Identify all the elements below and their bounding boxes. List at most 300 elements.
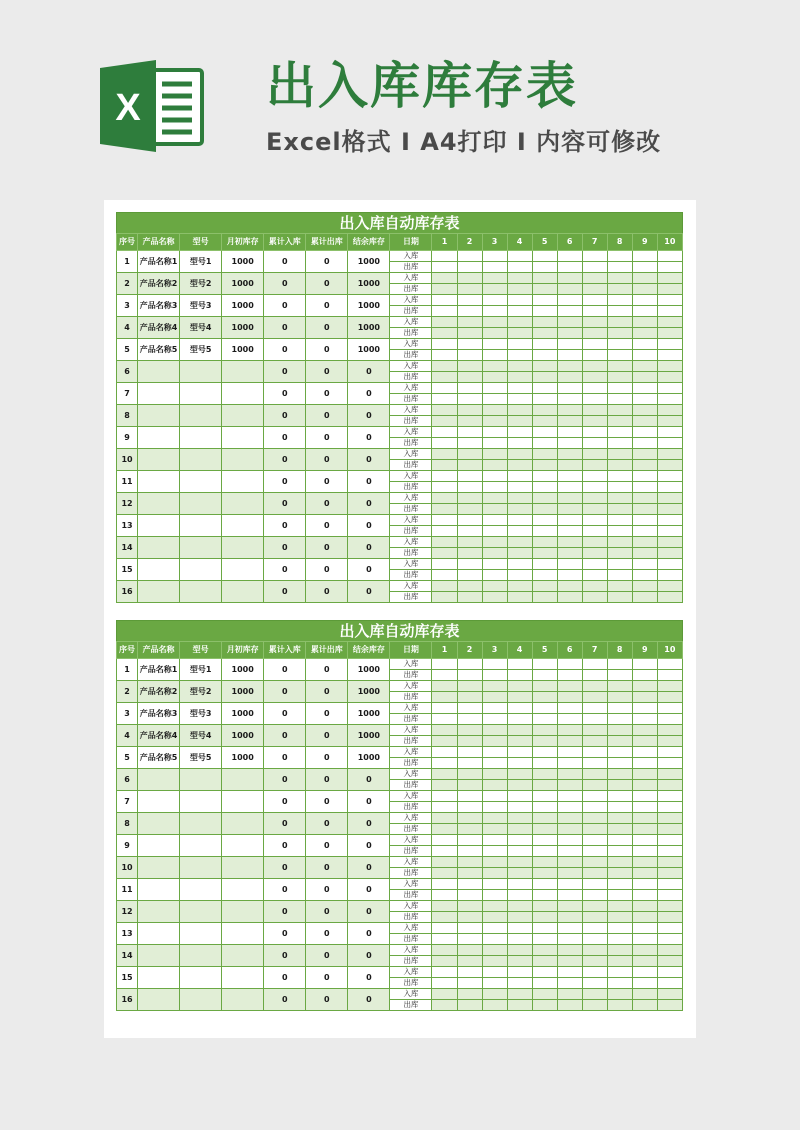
- cell-model[interactable]: 型号2: [180, 681, 222, 703]
- cell-cum-out[interactable]: 0: [306, 659, 348, 681]
- day-in-cell[interactable]: [457, 427, 482, 438]
- day-out-cell[interactable]: [607, 526, 632, 537]
- day-out-cell[interactable]: [507, 890, 532, 901]
- day-out-cell[interactable]: [582, 416, 607, 427]
- cell-cum-out[interactable]: 0: [306, 515, 348, 537]
- day-in-cell[interactable]: [457, 471, 482, 482]
- day-in-cell[interactable]: [532, 857, 557, 868]
- day-out-cell[interactable]: [532, 890, 557, 901]
- cell-model[interactable]: [180, 361, 222, 383]
- day-in-cell[interactable]: [507, 449, 532, 460]
- cell-balance[interactable]: 0: [348, 559, 390, 581]
- day-out-cell[interactable]: [432, 438, 457, 449]
- cell-opening[interactable]: 1000: [222, 317, 264, 339]
- day-in-cell[interactable]: [582, 901, 607, 912]
- cell-name[interactable]: [138, 427, 180, 449]
- day-in-cell[interactable]: [507, 515, 532, 526]
- day-out-cell[interactable]: [457, 956, 482, 967]
- day-in-cell[interactable]: [557, 317, 582, 328]
- day-in-cell[interactable]: [532, 835, 557, 846]
- day-in-cell[interactable]: [657, 681, 682, 692]
- day-in-cell[interactable]: [632, 471, 657, 482]
- cell-cum-in[interactable]: 0: [264, 339, 306, 361]
- day-out-cell[interactable]: [482, 1000, 507, 1011]
- cell-cum-out[interactable]: 0: [306, 725, 348, 747]
- cell-name[interactable]: 产品名称1: [138, 659, 180, 681]
- day-in-cell[interactable]: [582, 339, 607, 350]
- cell-no[interactable]: 1: [117, 251, 138, 273]
- cell-cum-in[interactable]: 0: [264, 879, 306, 901]
- day-out-cell[interactable]: [482, 328, 507, 339]
- day-in-cell[interactable]: [457, 835, 482, 846]
- day-out-cell[interactable]: [532, 934, 557, 945]
- day-out-cell[interactable]: [532, 262, 557, 273]
- day-in-cell[interactable]: [532, 427, 557, 438]
- day-in-cell[interactable]: [607, 339, 632, 350]
- cell-balance[interactable]: 0: [348, 405, 390, 427]
- cell-balance[interactable]: 0: [348, 901, 390, 923]
- day-in-cell[interactable]: [557, 471, 582, 482]
- day-in-cell[interactable]: [532, 769, 557, 780]
- day-out-cell[interactable]: [582, 978, 607, 989]
- cell-cum-out[interactable]: 0: [306, 317, 348, 339]
- day-out-cell[interactable]: [482, 802, 507, 813]
- day-out-cell[interactable]: [507, 670, 532, 681]
- day-in-cell[interactable]: [532, 791, 557, 802]
- cell-name[interactable]: [138, 857, 180, 879]
- cell-name[interactable]: [138, 923, 180, 945]
- cell-opening[interactable]: [222, 857, 264, 879]
- day-out-cell[interactable]: [657, 1000, 682, 1011]
- cell-cum-out[interactable]: 0: [306, 251, 348, 273]
- cell-name[interactable]: [138, 515, 180, 537]
- day-in-cell[interactable]: [582, 471, 607, 482]
- day-in-cell[interactable]: [607, 703, 632, 714]
- cell-cum-out[interactable]: 0: [306, 449, 348, 471]
- day-out-cell[interactable]: [482, 372, 507, 383]
- day-in-cell[interactable]: [607, 405, 632, 416]
- day-out-cell[interactable]: [557, 482, 582, 493]
- day-in-cell[interactable]: [632, 537, 657, 548]
- day-in-cell[interactable]: [657, 405, 682, 416]
- day-in-cell[interactable]: [507, 559, 532, 570]
- day-out-cell[interactable]: [607, 416, 632, 427]
- day-out-cell[interactable]: [482, 592, 507, 603]
- day-in-cell[interactable]: [457, 791, 482, 802]
- day-in-cell[interactable]: [507, 383, 532, 394]
- day-in-cell[interactable]: [657, 493, 682, 504]
- day-out-cell[interactable]: [607, 350, 632, 361]
- day-out-cell[interactable]: [607, 692, 632, 703]
- cell-balance[interactable]: 0: [348, 471, 390, 493]
- day-out-cell[interactable]: [507, 394, 532, 405]
- day-out-cell[interactable]: [557, 328, 582, 339]
- cell-cum-out[interactable]: 0: [306, 493, 348, 515]
- day-out-cell[interactable]: [532, 350, 557, 361]
- day-in-cell[interactable]: [532, 383, 557, 394]
- day-out-cell[interactable]: [657, 526, 682, 537]
- cell-no[interactable]: 8: [117, 405, 138, 427]
- day-out-cell[interactable]: [657, 978, 682, 989]
- day-out-cell[interactable]: [457, 482, 482, 493]
- day-out-cell[interactable]: [482, 692, 507, 703]
- day-out-cell[interactable]: [582, 758, 607, 769]
- day-out-cell[interactable]: [607, 802, 632, 813]
- cell-opening[interactable]: 1000: [222, 273, 264, 295]
- day-in-cell[interactable]: [482, 449, 507, 460]
- day-out-cell[interactable]: [557, 802, 582, 813]
- day-in-cell[interactable]: [632, 791, 657, 802]
- day-in-cell[interactable]: [507, 251, 532, 262]
- day-out-cell[interactable]: [532, 482, 557, 493]
- day-in-cell[interactable]: [457, 339, 482, 350]
- day-in-cell[interactable]: [557, 835, 582, 846]
- cell-opening[interactable]: [222, 923, 264, 945]
- day-in-cell[interactable]: [507, 747, 532, 758]
- day-in-cell[interactable]: [532, 537, 557, 548]
- day-in-cell[interactable]: [482, 515, 507, 526]
- day-out-cell[interactable]: [432, 284, 457, 295]
- day-in-cell[interactable]: [507, 989, 532, 1000]
- day-out-cell[interactable]: [457, 548, 482, 559]
- day-in-cell[interactable]: [557, 339, 582, 350]
- day-in-cell[interactable]: [507, 725, 532, 736]
- cell-balance[interactable]: 1000: [348, 295, 390, 317]
- day-in-cell[interactable]: [482, 901, 507, 912]
- day-in-cell[interactable]: [482, 791, 507, 802]
- cell-cum-in[interactable]: 0: [264, 703, 306, 725]
- day-in-cell[interactable]: [457, 273, 482, 284]
- day-in-cell[interactable]: [632, 317, 657, 328]
- day-out-cell[interactable]: [432, 592, 457, 603]
- day-in-cell[interactable]: [507, 471, 532, 482]
- day-in-cell[interactable]: [557, 967, 582, 978]
- day-out-cell[interactable]: [507, 978, 532, 989]
- day-out-cell[interactable]: [507, 780, 532, 791]
- day-in-cell[interactable]: [657, 383, 682, 394]
- day-out-cell[interactable]: [657, 956, 682, 967]
- day-in-cell[interactable]: [457, 967, 482, 978]
- day-in-cell[interactable]: [632, 449, 657, 460]
- cell-balance[interactable]: 0: [348, 449, 390, 471]
- day-in-cell[interactable]: [532, 879, 557, 890]
- day-in-cell[interactable]: [507, 967, 532, 978]
- day-in-cell[interactable]: [557, 383, 582, 394]
- cell-name[interactable]: [138, 879, 180, 901]
- day-in-cell[interactable]: [557, 581, 582, 592]
- day-in-cell[interactable]: [507, 857, 532, 868]
- day-in-cell[interactable]: [607, 681, 632, 692]
- cell-name[interactable]: [138, 559, 180, 581]
- day-in-cell[interactable]: [632, 405, 657, 416]
- day-in-cell[interactable]: [607, 659, 632, 670]
- day-out-cell[interactable]: [482, 736, 507, 747]
- cell-name[interactable]: [138, 989, 180, 1011]
- day-out-cell[interactable]: [657, 548, 682, 559]
- day-in-cell[interactable]: [607, 427, 632, 438]
- day-in-cell[interactable]: [632, 493, 657, 504]
- day-in-cell[interactable]: [482, 427, 507, 438]
- cell-cum-out[interactable]: 0: [306, 945, 348, 967]
- day-out-cell[interactable]: [432, 262, 457, 273]
- day-in-cell[interactable]: [432, 813, 457, 824]
- day-out-cell[interactable]: [632, 714, 657, 725]
- day-out-cell[interactable]: [607, 438, 632, 449]
- day-in-cell[interactable]: [657, 471, 682, 482]
- day-out-cell[interactable]: [582, 438, 607, 449]
- day-out-cell[interactable]: [632, 956, 657, 967]
- day-in-cell[interactable]: [607, 945, 632, 956]
- day-in-cell[interactable]: [457, 901, 482, 912]
- day-in-cell[interactable]: [582, 581, 607, 592]
- cell-no[interactable]: 1: [117, 659, 138, 681]
- day-in-cell[interactable]: [557, 901, 582, 912]
- day-out-cell[interactable]: [657, 262, 682, 273]
- cell-balance[interactable]: 0: [348, 427, 390, 449]
- cell-balance[interactable]: 0: [348, 813, 390, 835]
- day-in-cell[interactable]: [582, 725, 607, 736]
- day-out-cell[interactable]: [507, 692, 532, 703]
- day-in-cell[interactable]: [507, 791, 532, 802]
- cell-balance[interactable]: 0: [348, 923, 390, 945]
- day-in-cell[interactable]: [532, 317, 557, 328]
- day-out-cell[interactable]: [507, 912, 532, 923]
- day-out-cell[interactable]: [657, 460, 682, 471]
- cell-no[interactable]: 5: [117, 339, 138, 361]
- day-in-cell[interactable]: [607, 295, 632, 306]
- day-out-cell[interactable]: [582, 504, 607, 515]
- day-out-cell[interactable]: [632, 548, 657, 559]
- day-in-cell[interactable]: [507, 427, 532, 438]
- day-in-cell[interactable]: [532, 471, 557, 482]
- cell-no[interactable]: 7: [117, 383, 138, 405]
- cell-model[interactable]: [180, 791, 222, 813]
- day-out-cell[interactable]: [507, 548, 532, 559]
- day-out-cell[interactable]: [632, 416, 657, 427]
- day-out-cell[interactable]: [457, 438, 482, 449]
- cell-cum-out[interactable]: 0: [306, 681, 348, 703]
- cell-opening[interactable]: [222, 449, 264, 471]
- day-in-cell[interactable]: [482, 405, 507, 416]
- day-in-cell[interactable]: [507, 813, 532, 824]
- cell-cum-out[interactable]: 0: [306, 857, 348, 879]
- cell-cum-out[interactable]: 0: [306, 383, 348, 405]
- cell-model[interactable]: 型号1: [180, 251, 222, 273]
- day-out-cell[interactable]: [507, 592, 532, 603]
- day-in-cell[interactable]: [432, 747, 457, 758]
- cell-model[interactable]: 型号3: [180, 295, 222, 317]
- cell-balance[interactable]: 1000: [348, 747, 390, 769]
- day-out-cell[interactable]: [632, 780, 657, 791]
- day-in-cell[interactable]: [457, 747, 482, 758]
- day-in-cell[interactable]: [557, 747, 582, 758]
- day-out-cell[interactable]: [557, 736, 582, 747]
- cell-no[interactable]: 6: [117, 769, 138, 791]
- cell-cum-in[interactable]: 0: [264, 471, 306, 493]
- day-out-cell[interactable]: [607, 934, 632, 945]
- day-out-cell[interactable]: [632, 824, 657, 835]
- cell-model[interactable]: [180, 813, 222, 835]
- day-in-cell[interactable]: [657, 835, 682, 846]
- day-out-cell[interactable]: [557, 526, 582, 537]
- day-out-cell[interactable]: [482, 714, 507, 725]
- day-in-cell[interactable]: [657, 747, 682, 758]
- day-in-cell[interactable]: [432, 945, 457, 956]
- day-in-cell[interactable]: [482, 681, 507, 692]
- day-in-cell[interactable]: [632, 945, 657, 956]
- day-out-cell[interactable]: [657, 824, 682, 835]
- day-out-cell[interactable]: [657, 306, 682, 317]
- day-in-cell[interactable]: [432, 405, 457, 416]
- day-out-cell[interactable]: [457, 846, 482, 857]
- day-in-cell[interactable]: [457, 295, 482, 306]
- day-out-cell[interactable]: [507, 482, 532, 493]
- day-out-cell[interactable]: [457, 714, 482, 725]
- day-in-cell[interactable]: [432, 923, 457, 934]
- day-out-cell[interactable]: [557, 780, 582, 791]
- day-out-cell[interactable]: [582, 912, 607, 923]
- cell-opening[interactable]: [222, 493, 264, 515]
- day-out-cell[interactable]: [532, 736, 557, 747]
- day-in-cell[interactable]: [432, 967, 457, 978]
- day-out-cell[interactable]: [432, 328, 457, 339]
- day-in-cell[interactable]: [582, 537, 607, 548]
- day-in-cell[interactable]: [607, 857, 632, 868]
- day-out-cell[interactable]: [532, 306, 557, 317]
- cell-no[interactable]: 2: [117, 273, 138, 295]
- day-out-cell[interactable]: [557, 416, 582, 427]
- day-out-cell[interactable]: [432, 482, 457, 493]
- day-in-cell[interactable]: [507, 923, 532, 934]
- day-out-cell[interactable]: [457, 868, 482, 879]
- day-in-cell[interactable]: [507, 945, 532, 956]
- day-out-cell[interactable]: [482, 780, 507, 791]
- day-in-cell[interactable]: [632, 659, 657, 670]
- day-out-cell[interactable]: [432, 1000, 457, 1011]
- day-in-cell[interactable]: [632, 515, 657, 526]
- day-out-cell[interactable]: [607, 956, 632, 967]
- day-out-cell[interactable]: [482, 890, 507, 901]
- day-out-cell[interactable]: [507, 438, 532, 449]
- cell-model[interactable]: 型号5: [180, 747, 222, 769]
- day-in-cell[interactable]: [657, 901, 682, 912]
- day-out-cell[interactable]: [632, 670, 657, 681]
- cell-no[interactable]: 11: [117, 879, 138, 901]
- day-out-cell[interactable]: [632, 1000, 657, 1011]
- day-in-cell[interactable]: [632, 383, 657, 394]
- day-in-cell[interactable]: [432, 317, 457, 328]
- day-out-cell[interactable]: [532, 328, 557, 339]
- day-in-cell[interactable]: [432, 273, 457, 284]
- day-in-cell[interactable]: [582, 361, 607, 372]
- day-in-cell[interactable]: [632, 989, 657, 1000]
- day-in-cell[interactable]: [607, 989, 632, 1000]
- day-out-cell[interactable]: [657, 284, 682, 295]
- day-out-cell[interactable]: [532, 504, 557, 515]
- day-in-cell[interactable]: [532, 989, 557, 1000]
- day-in-cell[interactable]: [432, 791, 457, 802]
- day-in-cell[interactable]: [607, 581, 632, 592]
- day-out-cell[interactable]: [457, 736, 482, 747]
- day-in-cell[interactable]: [657, 791, 682, 802]
- day-out-cell[interactable]: [632, 328, 657, 339]
- day-out-cell[interactable]: [532, 1000, 557, 1011]
- day-out-cell[interactable]: [557, 956, 582, 967]
- day-out-cell[interactable]: [657, 570, 682, 581]
- day-in-cell[interactable]: [607, 923, 632, 934]
- cell-name[interactable]: 产品名称2: [138, 273, 180, 295]
- day-in-cell[interactable]: [657, 427, 682, 438]
- day-out-cell[interactable]: [632, 912, 657, 923]
- day-in-cell[interactable]: [532, 295, 557, 306]
- cell-opening[interactable]: [222, 427, 264, 449]
- day-in-cell[interactable]: [557, 791, 582, 802]
- day-out-cell[interactable]: [657, 736, 682, 747]
- cell-balance[interactable]: 0: [348, 515, 390, 537]
- cell-name[interactable]: [138, 383, 180, 405]
- day-in-cell[interactable]: [532, 273, 557, 284]
- day-in-cell[interactable]: [657, 581, 682, 592]
- day-out-cell[interactable]: [532, 416, 557, 427]
- day-out-cell[interactable]: [582, 328, 607, 339]
- day-out-cell[interactable]: [457, 912, 482, 923]
- day-out-cell[interactable]: [557, 350, 582, 361]
- day-out-cell[interactable]: [607, 714, 632, 725]
- day-in-cell[interactable]: [582, 317, 607, 328]
- cell-balance[interactable]: 1000: [348, 317, 390, 339]
- day-out-cell[interactable]: [607, 394, 632, 405]
- day-in-cell[interactable]: [482, 559, 507, 570]
- day-in-cell[interactable]: [507, 835, 532, 846]
- day-in-cell[interactable]: [657, 945, 682, 956]
- cell-opening[interactable]: [222, 559, 264, 581]
- day-in-cell[interactable]: [482, 703, 507, 714]
- day-out-cell[interactable]: [482, 394, 507, 405]
- day-out-cell[interactable]: [457, 824, 482, 835]
- day-out-cell[interactable]: [582, 1000, 607, 1011]
- cell-name[interactable]: [138, 537, 180, 559]
- cell-cum-out[interactable]: 0: [306, 339, 348, 361]
- day-out-cell[interactable]: [557, 284, 582, 295]
- day-in-cell[interactable]: [657, 923, 682, 934]
- cell-no[interactable]: 9: [117, 427, 138, 449]
- cell-no[interactable]: 10: [117, 449, 138, 471]
- day-in-cell[interactable]: [657, 703, 682, 714]
- day-in-cell[interactable]: [607, 747, 632, 758]
- day-in-cell[interactable]: [532, 681, 557, 692]
- day-in-cell[interactable]: [457, 515, 482, 526]
- day-out-cell[interactable]: [657, 670, 682, 681]
- cell-name[interactable]: [138, 361, 180, 383]
- day-out-cell[interactable]: [632, 394, 657, 405]
- day-in-cell[interactable]: [432, 383, 457, 394]
- cell-balance[interactable]: 0: [348, 537, 390, 559]
- cell-balance[interactable]: 1000: [348, 659, 390, 681]
- day-out-cell[interactable]: [532, 438, 557, 449]
- day-in-cell[interactable]: [657, 879, 682, 890]
- cell-model[interactable]: [180, 945, 222, 967]
- cell-balance[interactable]: 0: [348, 857, 390, 879]
- day-in-cell[interactable]: [607, 515, 632, 526]
- cell-opening[interactable]: [222, 791, 264, 813]
- day-in-cell[interactable]: [532, 747, 557, 758]
- cell-cum-in[interactable]: 0: [264, 857, 306, 879]
- day-out-cell[interactable]: [632, 758, 657, 769]
- day-in-cell[interactable]: [482, 769, 507, 780]
- day-out-cell[interactable]: [607, 482, 632, 493]
- day-in-cell[interactable]: [657, 317, 682, 328]
- day-in-cell[interactable]: [457, 659, 482, 670]
